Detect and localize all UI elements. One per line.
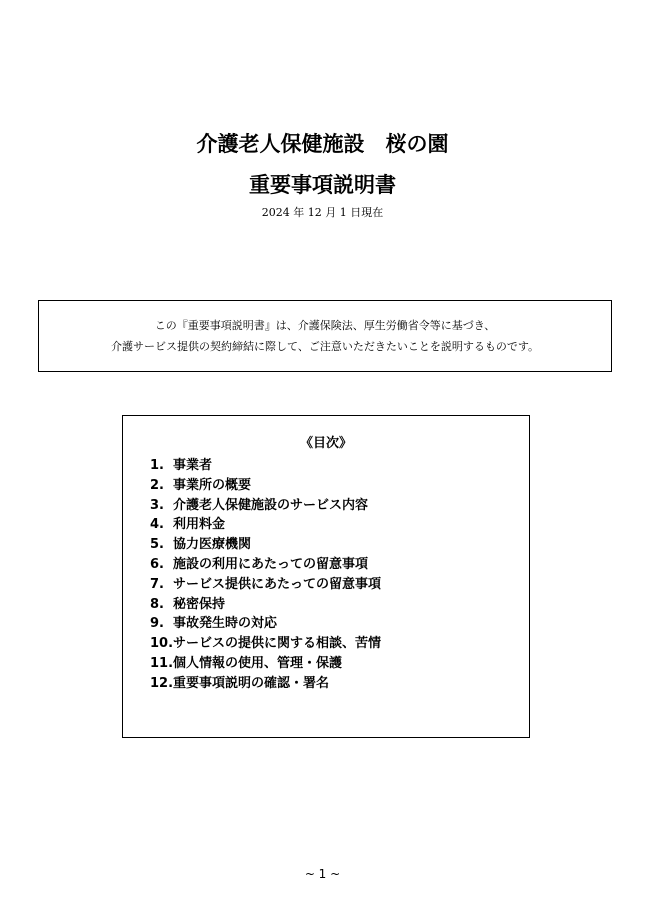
notice-line-2: 介護サービス提供の契約締結に際して、ご注意いただきたいことを説明するものです。 xyxy=(111,340,539,353)
toc-item xyxy=(150,535,381,555)
toc-item-label: 協力医療機関 xyxy=(173,537,252,553)
facility-title: 介護老人保健施設 桜の園 xyxy=(196,132,449,156)
toc-item-number: 2. xyxy=(150,477,164,493)
toc-item xyxy=(150,595,381,615)
toc-item-number: 8. xyxy=(150,596,164,612)
toc-item-number: 4. xyxy=(150,517,164,533)
toc-item-number: 5. xyxy=(150,537,164,553)
toc-heading: 《目次》 xyxy=(299,436,352,451)
toc-item xyxy=(150,614,381,634)
toc-item-label: サービス提供にあたっての留意事項 xyxy=(173,576,382,592)
toc-item xyxy=(150,476,381,496)
toc-item-number: 3. xyxy=(150,497,164,513)
toc-item-label: 事業者 xyxy=(173,458,213,473)
toc-item-number: 7. xyxy=(150,576,164,592)
toc-item xyxy=(150,674,381,694)
effective-date: 2024 年 12 月 1 日現在 xyxy=(261,206,384,219)
toc-item xyxy=(150,555,381,575)
toc-list xyxy=(150,456,381,694)
toc-item-label: 介護老人保健施設のサービス内容 xyxy=(173,497,369,513)
toc-item-label: 秘密保持 xyxy=(173,596,226,612)
toc-item-label: 個人情報の使用、管理・保護 xyxy=(173,655,343,671)
toc-item-number: 10. xyxy=(150,636,174,652)
toc-item xyxy=(150,634,381,654)
toc-item-label: 事故発生時の対応 xyxy=(173,616,278,632)
toc-item-number: 9. xyxy=(150,616,164,632)
toc-item xyxy=(150,515,381,535)
toc-item-label: サービスの提供に関する相談、苦情 xyxy=(173,636,382,652)
notice-box xyxy=(38,300,612,372)
toc-item-label: 施設の利用にあたっての留意事項 xyxy=(173,556,369,572)
document-title: 重要事項説明書 xyxy=(249,173,396,197)
toc-item-number: 1. xyxy=(150,458,164,473)
table-of-contents xyxy=(122,415,530,738)
toc-item xyxy=(150,496,381,516)
notice-line-1: この『重要事項説明書』は、介護保険法、厚生労働省令等に基づき、 xyxy=(154,319,496,332)
toc-item xyxy=(150,654,381,674)
toc-item-label: 重要事項説明の確認・署名 xyxy=(173,675,330,691)
toc-item xyxy=(150,456,381,476)
toc-item-label: 利用料金 xyxy=(173,517,226,533)
toc-item-number: 12. xyxy=(150,675,174,691)
toc-item-number: 11. xyxy=(150,655,174,671)
toc-item-label: 事業所の概要 xyxy=(173,477,252,493)
toc-item-number: 6. xyxy=(150,556,164,572)
page-number: ~ 1 ~ xyxy=(304,867,341,881)
toc-item xyxy=(150,575,381,595)
